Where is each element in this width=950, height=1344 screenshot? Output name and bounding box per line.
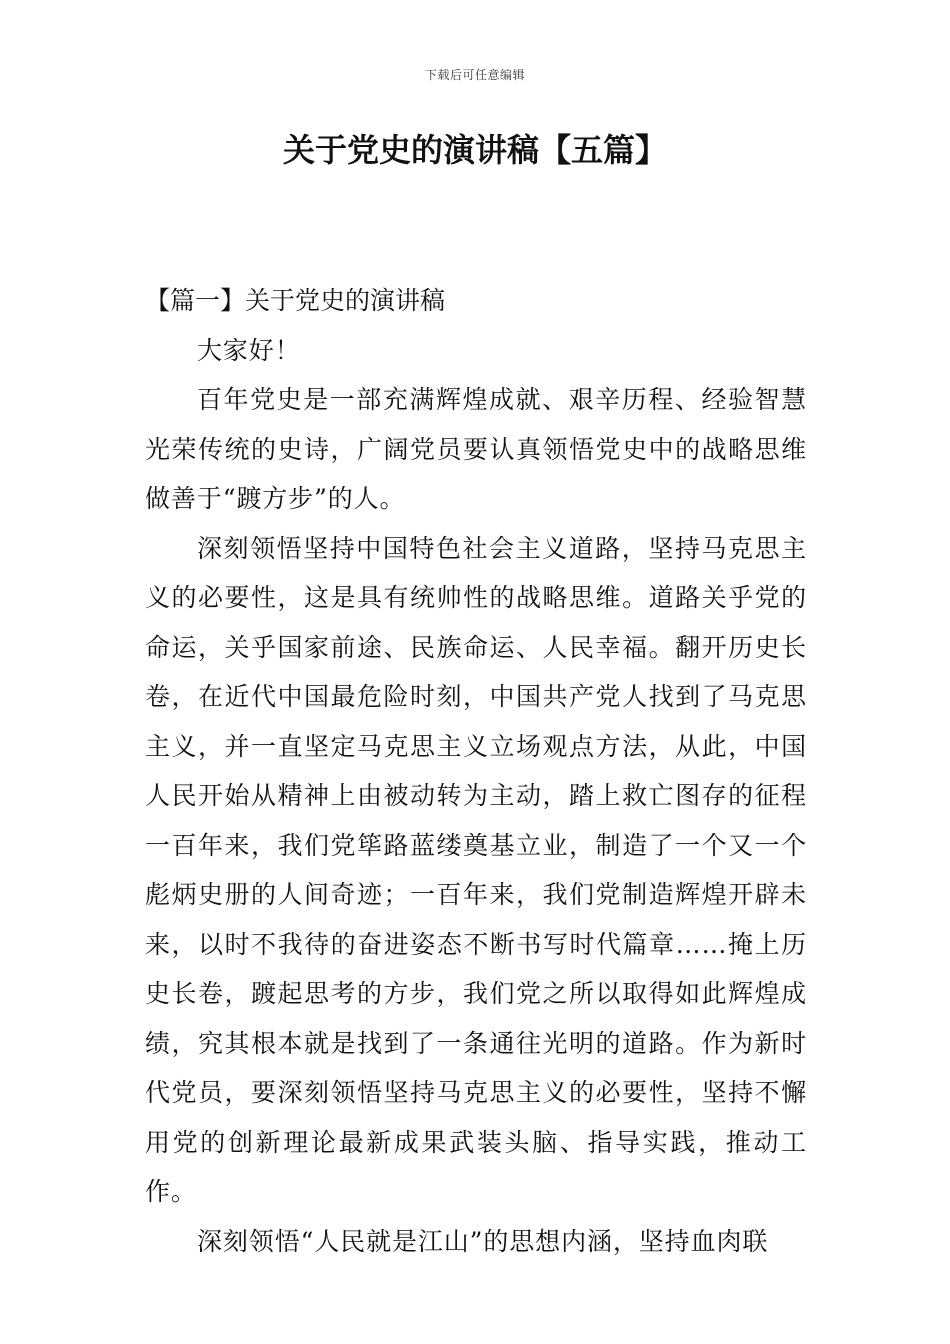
paragraph-people: 深刻领悟“人民就是江山”的思想内涵，坚持血肉联 [197,1226,769,1256]
document-body [145,276,807,1266]
section-heading: 【篇一】关于党史的演讲稿 [145,286,446,315]
paragraph-greeting: 大家好！ [197,335,301,365]
paragraph-intro: 百年党史是一部充满辉煌成就、艰辛历程、经验智慧光荣传统的史诗，广阔党员要认真领悟党史中的战略思维做善于“踱方步”的人。 [145,385,807,513]
header-note: 下载后可任意编辑 [424,68,525,82]
paragraph-road: 深刻领悟坚持中国特色社会主义道路，坚持马克思主义的必要性，这是具有统帅性的战略思维。道路关乎党的命运，关乎国家前途、民族命运、人民幸福。翻开历史长卷，在近代中国最危险时刻，中国共产党人找到了马克思主义，并一直坚定马克思主义立场观点方法，从此，中国人民开始从精神上由被动转为主动，踏上救亡图存的征程一百年来，我们党筚路蓝缕奠基立业，制造了一个又一个彪炳史册的人间奇迹；一百年来，我们党制造辉煌开辟未来，以时不我待的奋进姿态不断书写时代篇章……掩上历史长卷，踱起思考的方步，我们党之所以取得如此辉煌成绩，究其根本就是找到了一条通往光明的道路。作为新时代党员，要深刻领悟坚持马克思主义的必要性，坚持不懈用党的创新理论最新成果武装头脑、指导实践，推动工作。 [145,533,807,1206]
document-title: 关于党史的演讲稿【五篇】 [282,131,667,169]
